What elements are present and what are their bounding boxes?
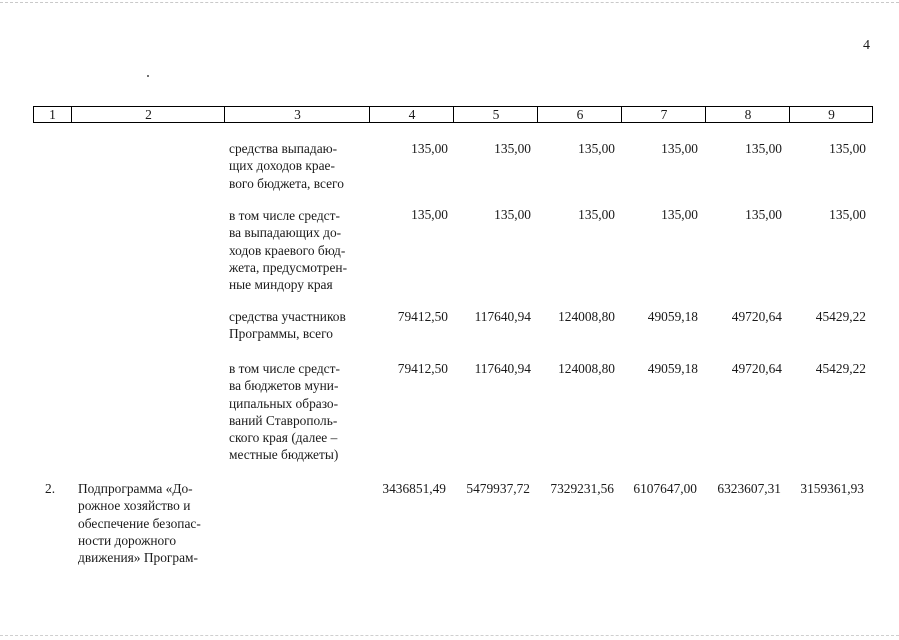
subprogram-value-8: 6323607,31 xyxy=(717,481,781,496)
row-4-line-6: местные бюджеты) xyxy=(229,447,339,463)
header-col-7: 7 xyxy=(621,107,706,122)
row-4-value-9: 45429,22 xyxy=(815,361,866,376)
row-3-value-8: 49720,64 xyxy=(731,309,782,324)
scan-speck xyxy=(147,75,149,77)
row-1-value-8: 135,00 xyxy=(745,141,782,156)
row-3-value-7: 49059,18 xyxy=(647,309,698,324)
subprogram-value-4: 3436851,49 xyxy=(382,481,446,496)
scan-top-edge xyxy=(0,2,899,3)
scan-bottom-edge xyxy=(0,635,899,636)
subprogram-line-2: рожное хозяйство и xyxy=(78,498,191,514)
row-4-description xyxy=(229,360,363,464)
header-col-2: 2 xyxy=(71,107,225,122)
header-col-8: 8 xyxy=(705,107,790,122)
row-3-line-1: средства участников xyxy=(229,309,346,324)
row-1-line-2: щих доходов крае- xyxy=(229,158,335,174)
subprogram-description xyxy=(78,480,217,566)
row-1-line-1: средства выпадаю- xyxy=(229,141,338,156)
row-4-value-6: 124008,80 xyxy=(558,361,615,376)
subprogram-value-7: 6107647,00 xyxy=(633,481,697,496)
row-3-value-9: 45429,22 xyxy=(815,309,866,324)
subprogram-line-4: ности дорожного xyxy=(78,532,177,548)
subprogram-value-5: 5479937,72 xyxy=(466,481,530,496)
header-col-1: 1 xyxy=(49,107,56,122)
header-col-5: 5 xyxy=(453,107,538,122)
row-4-value-4: 79412,50 xyxy=(397,361,448,376)
row-1-value-7: 135,00 xyxy=(661,141,698,156)
row-2-value-9: 135,00 xyxy=(829,207,866,222)
row-4-line-4: ваний Ставрополь- xyxy=(229,412,338,428)
row-3-line-2: Программы, всего xyxy=(229,326,333,342)
row-4-line-1: в том числе средст- xyxy=(229,361,340,376)
row-2-line-4: жета, предусмотрен- xyxy=(229,259,348,275)
subprogram-line-3: обеспечение безопас- xyxy=(78,515,201,531)
subprogram-value-9: 3159361,93 xyxy=(800,481,864,496)
row-2-value-5: 135,00 xyxy=(494,207,531,222)
row-1-value-4: 135,00 xyxy=(411,141,448,156)
table-header-row xyxy=(33,106,873,123)
header-col-4: 4 xyxy=(369,107,454,122)
row-1-value-5: 135,00 xyxy=(494,141,531,156)
row-2-line-5: ные миндору края xyxy=(229,277,333,293)
row-4-line-5: ского края (далее – xyxy=(229,430,338,446)
subprogram-line-5: движения» Програм- xyxy=(78,550,198,566)
row-3-value-6: 124008,80 xyxy=(558,309,615,324)
row-1-value-6: 135,00 xyxy=(578,141,615,156)
row-4-line-3: ципальных образо- xyxy=(229,395,339,411)
row-3-value-5: 117640,94 xyxy=(474,309,531,324)
row-2-line-1: в том числе средст- xyxy=(229,208,340,223)
row-1-line-3: вого бюджета, всего xyxy=(229,175,344,191)
header-col-6: 6 xyxy=(537,107,622,122)
row-2-value-4: 135,00 xyxy=(411,207,448,222)
row-2-value-8: 135,00 xyxy=(745,207,782,222)
row-4-value-5: 117640,94 xyxy=(474,361,531,376)
row-2-description xyxy=(229,207,363,293)
row-1-value-9: 135,00 xyxy=(829,141,866,156)
subprogram-value-6: 7329231,56 xyxy=(550,481,614,496)
row-4-value-7: 49059,18 xyxy=(647,361,698,376)
row-2-value-6: 135,00 xyxy=(578,207,615,222)
subprogram-number: 2. xyxy=(45,481,56,496)
row-3-value-4: 79412,50 xyxy=(397,309,448,324)
row-2-line-3: ходов краевого бюд- xyxy=(229,242,346,258)
row-2-line-2: ва выпадающих до- xyxy=(229,225,342,241)
row-3-description xyxy=(229,308,363,343)
page-number: 4 xyxy=(863,38,870,53)
row-4-value-8: 49720,64 xyxy=(731,361,782,376)
row-2-value-7: 135,00 xyxy=(661,207,698,222)
row-1-description xyxy=(229,140,363,192)
row-4-line-2: ва бюджетов муни- xyxy=(229,378,339,394)
subprogram-line-1: Подпрограмма «До- xyxy=(78,481,193,496)
header-col-9: 9 xyxy=(789,107,873,122)
header-col-3: 3 xyxy=(224,107,370,122)
